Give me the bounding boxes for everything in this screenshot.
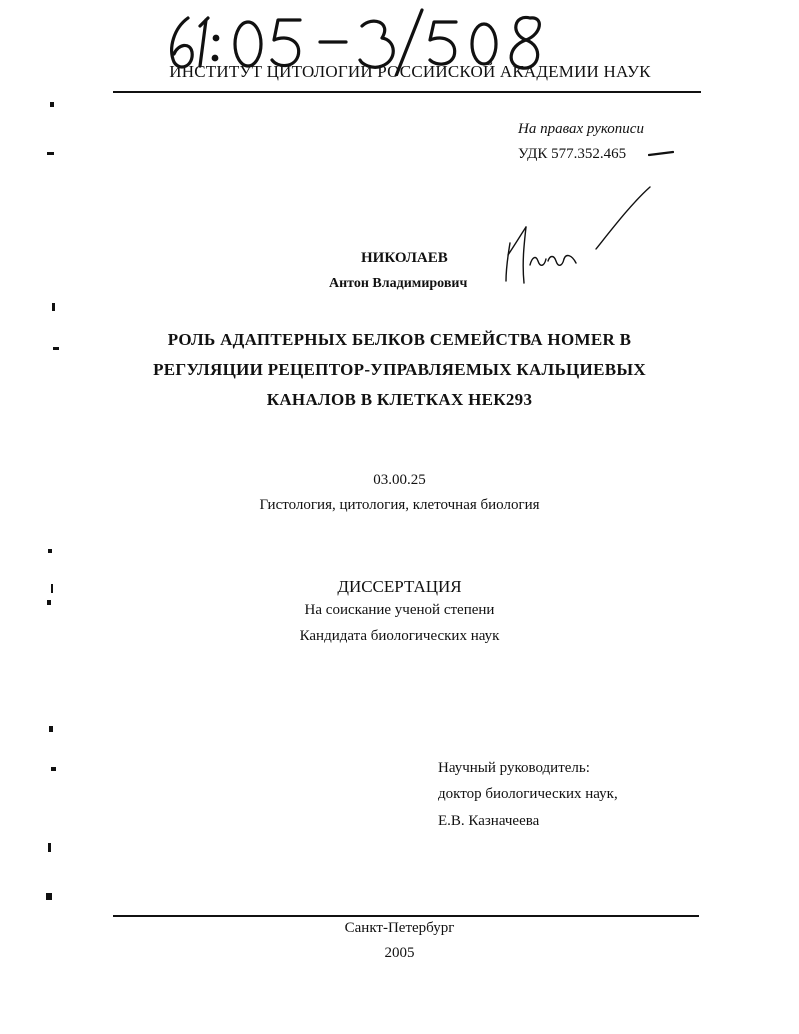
scan-mark bbox=[49, 726, 53, 732]
thesis-title-line-3: КАНАЛОВ В КЛЕТКАХ НЕК293 bbox=[266, 390, 533, 409]
degree-line-2: Кандидата биологических наук bbox=[299, 628, 500, 644]
specialty-name: Гистология, цитология, клеточная биология bbox=[259, 497, 540, 513]
specialty-code: 03.00.25 bbox=[373, 472, 426, 488]
thesis-title-line-2: РЕГУЛЯЦИИ РЕЦЕПТОР-УПРАВЛЯЕМЫХ КАЛЬЦИЕВЫХ bbox=[153, 360, 646, 379]
author-name: Антон Владимирович bbox=[329, 276, 468, 291]
scan-mark bbox=[47, 600, 51, 605]
scan-mark bbox=[53, 347, 59, 350]
institute-name: ИНСТИТУТ ЦИТОЛОГИИ РОССИЙСКОЙ АКАДЕМИИ НАУК bbox=[169, 62, 651, 81]
scan-mark bbox=[48, 843, 51, 852]
udk-dash-mark bbox=[648, 150, 674, 158]
scan-mark bbox=[48, 549, 52, 553]
header-divider bbox=[113, 91, 701, 93]
scan-mark bbox=[51, 584, 53, 593]
udk-code: УДК 577.352.465 bbox=[518, 146, 627, 162]
footer-divider bbox=[113, 915, 699, 917]
scan-mark bbox=[46, 893, 52, 900]
signature bbox=[494, 183, 664, 293]
footer-year: 2005 bbox=[384, 945, 415, 961]
scan-mark bbox=[52, 303, 55, 311]
dissertation-heading: ДИССЕРТАЦИЯ bbox=[337, 577, 462, 596]
degree-line-1: На соискание ученой степени bbox=[304, 602, 495, 618]
thesis-title-line-1: РОЛЬ АДАПТЕРНЫХ БЕЛКОВ СЕМЕЙСТВА HOMER В bbox=[167, 330, 632, 349]
footer-city: Санкт-Петербург bbox=[344, 920, 455, 936]
rights-note: На правах рукописи bbox=[518, 121, 644, 137]
scan-mark bbox=[51, 767, 56, 771]
supervisor-name: Е.В. Казначеева bbox=[438, 813, 540, 829]
supervisor-label: Научный руководитель: bbox=[438, 760, 590, 776]
supervisor-degree: доктор биологических наук, bbox=[438, 786, 618, 802]
scan-mark bbox=[47, 152, 54, 155]
author-surname: НИКОЛАЕВ bbox=[361, 250, 448, 266]
scan-mark bbox=[50, 102, 54, 107]
